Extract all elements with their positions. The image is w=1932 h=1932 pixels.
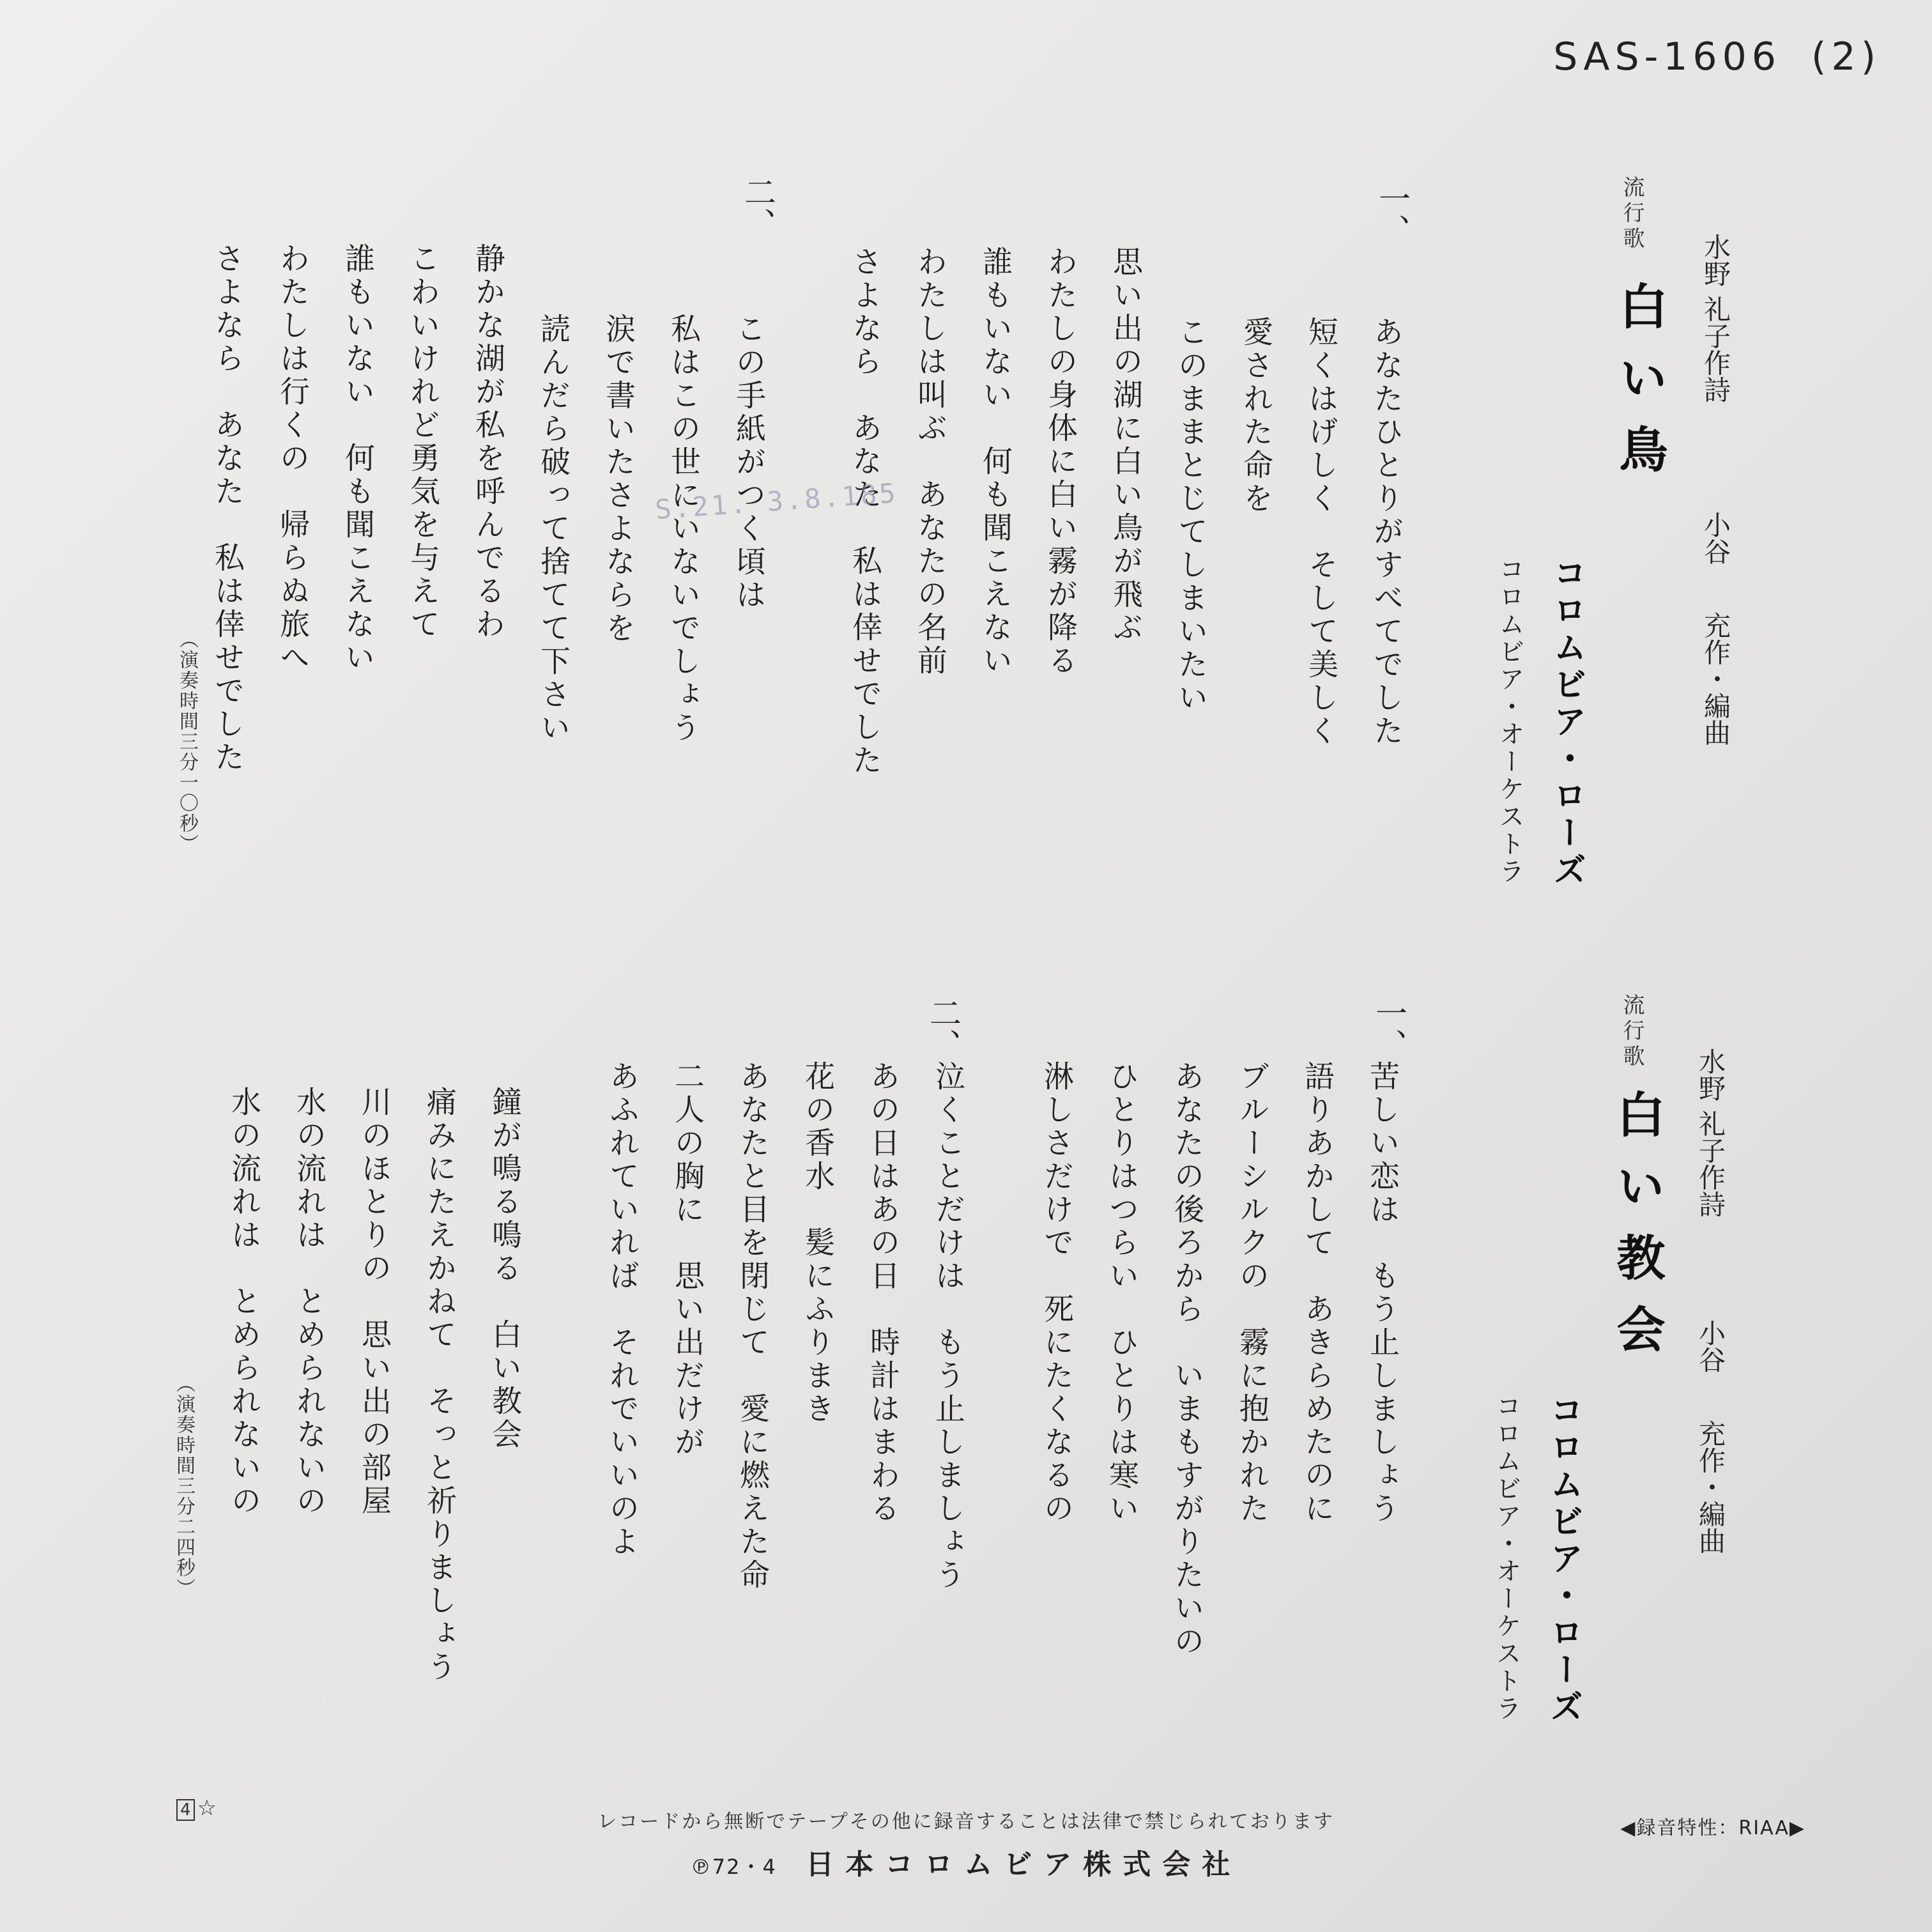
lyric-line: このままとじてしまいたい [1173, 316, 1208, 715]
lyric-line: 苦しい恋は もう止しましょう [1365, 1061, 1400, 1526]
song2-composer: 小谷 充作・編曲 [1695, 1319, 1726, 1554]
lyric-line: 誰もいない 何も聞こえない [340, 243, 375, 675]
lyric-line: 短くはげしく そして美しく [1303, 316, 1338, 748]
lyric-line: わたしの身体に白い霧が降る [1043, 246, 1078, 678]
lyric-line: 鐘が鳴る鳴る 白い教会 [487, 1086, 522, 1452]
song2-artist: コロムビア・ローズ [1544, 1393, 1583, 1726]
lyric-line: 二人の胸に 思い出だけが [670, 1061, 705, 1459]
company-name: 日本コロムビア株式会社 [806, 1848, 1242, 1881]
lyric-line: わたしは行くの 帰らぬ旅へ [275, 243, 310, 675]
lyric-line: あの日はあの日 時計はまわる [865, 1061, 900, 1526]
lyric-line: あなたの後ろから いまもすがりたいの [1169, 1061, 1204, 1659]
lyric-line: 涙で書いたさよならを [601, 313, 636, 645]
lyric-line: 花の香水 髪にふりまき [800, 1061, 835, 1426]
lyric-line: 水の流れは とめられないの [291, 1086, 326, 1518]
song1-verse1-mark: 一、 [1374, 182, 1411, 246]
lyric-line: あなたひとりがすべてでした [1368, 316, 1404, 748]
song1-composer: 小谷 充作・編曲 [1700, 511, 1731, 746]
song2-lyricist: 水野 礼子作詩 [1695, 1048, 1726, 1218]
song2-verse2-mark: 二、 [924, 997, 962, 1061]
riaa-label: ◀録音特性：RIAA▶ [1620, 1817, 1805, 1839]
lyric-line: 淋しさだけで 死にたくなるの [1039, 1061, 1074, 1526]
song2-genre: 流行歌 [1619, 993, 1644, 1070]
song1-verse1 [847, 246, 1404, 827]
catalog-number [1553, 34, 1881, 79]
lyric-line: 愛された命を [1238, 316, 1273, 516]
song1-verse2-mark: 二、 [739, 176, 776, 240]
song2-verse1 [1039, 1061, 1400, 1699]
lyric-line: わたしは叫ぶ あなたの名前 [912, 246, 947, 678]
copyright-notice: レコードから無断でテープその他に録音することは法律で禁じられております [597, 1811, 1335, 1833]
catalog-code: SAS-1606 [1553, 34, 1781, 79]
lyric-line: こわいけれど勇気を与えて [405, 243, 440, 641]
lyric-line: あふれていれば それでいいのよ [604, 1061, 640, 1559]
lyric-line: 川のほとりの 思い出の部屋 [356, 1086, 392, 1518]
song1-verse2 [210, 243, 778, 824]
lyric-line: 痛みにたえかねて そっと祈りましょう [422, 1086, 457, 1684]
song1-duration: （演奏時間三分一〇秒） [176, 629, 198, 854]
lyric-line: ひとりはつらい ひとりは寒い [1104, 1061, 1139, 1526]
lyric-line: 語りあかして あきらめたのに [1300, 1061, 1335, 1526]
song1-artist: コロムビア・ローズ [1547, 556, 1586, 889]
song1-title: 白い鳥 [1611, 281, 1668, 496]
song1-genre: 流行歌 [1619, 176, 1644, 252]
song2-duration: （演奏時間三分二四秒） [172, 1374, 195, 1598]
song2-verse1-mark: 一、 [1370, 997, 1407, 1061]
lyric-line: この手紙がつく頃は [731, 313, 766, 612]
lyric-line: 誰もいない 何も聞こえない [977, 246, 1013, 678]
song2-orchestra: コロムビア・オーケストラ [1492, 1393, 1521, 1722]
lyric-line: さよなら あなた 私は倖せでした [847, 246, 882, 778]
star-icon: ☆ [197, 1795, 217, 1821]
lyric-line: 私はこの世にいないでしょう [666, 313, 701, 745]
lyric-line: あなたと目を閉じて 愛に燃えた命 [735, 1061, 770, 1592]
lyric-line: 思い出の湖に白い鳥が飛ぶ [1108, 246, 1143, 645]
lyric-line: ブルーシルクの 霧に抱かれた [1234, 1061, 1269, 1526]
song1-lyricist: 水野 礼子作詩 [1700, 233, 1731, 403]
code-box: 4 [176, 1799, 195, 1821]
lyric-line: 水の流れは とめられないの [226, 1086, 261, 1518]
lyric-line: 静かな湖が私を呼んでるわ [470, 243, 505, 641]
side-number: (2) [1811, 34, 1881, 79]
lyric-line: 泣くことだけは もう止しましょう [930, 1061, 965, 1592]
copyright-year: ℗72・4 [690, 1855, 777, 1879]
lyric-line: 読んだら破って捨てて下さい [535, 313, 571, 745]
company-line [0, 1841, 1932, 1882]
song2-title: 白い教会 [1609, 1089, 1666, 1376]
lyric-line: さよなら あなた 私は倖せでした [210, 243, 245, 774]
song2-verse2 [226, 1061, 965, 1699]
stamp-mark: S.21. 3.8.185 [654, 477, 899, 526]
song1-orchestra: コロムビア・オーケストラ [1495, 556, 1524, 885]
